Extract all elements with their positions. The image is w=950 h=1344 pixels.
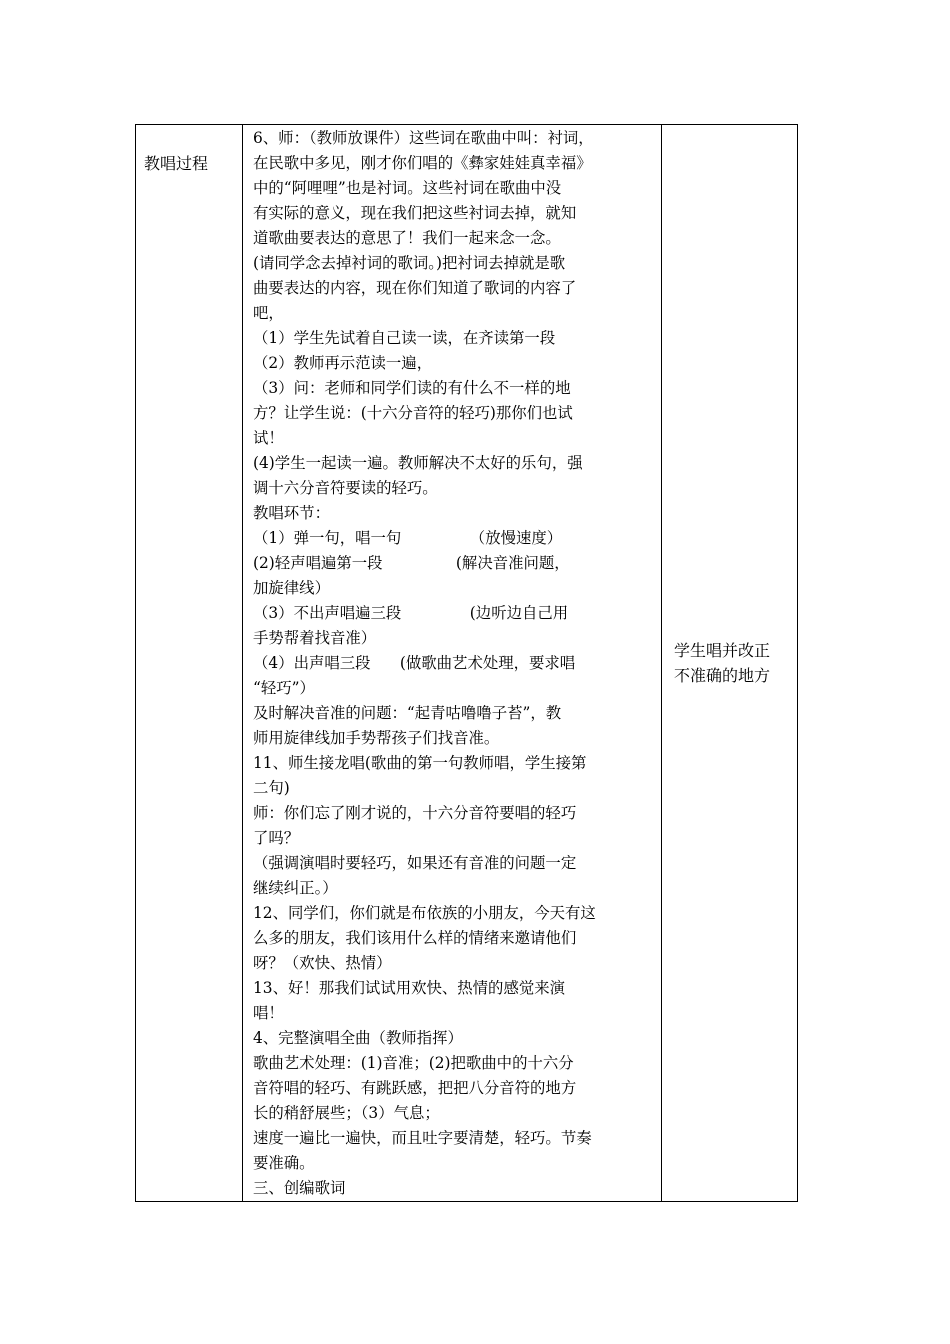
student-activity [662,638,797,689]
content-line: （2）教师再示范读一遍， [253,354,433,372]
content-line: 了吗？ [253,829,300,847]
content-line: 音符唱的轻巧、有跳跃感，把把八分音符的地方 [253,1079,577,1097]
student-activity-cell [662,125,798,1202]
content-line: 继续纠正。） [253,879,338,897]
content-line: 6、师：（教师放课件）这些词在歌曲中叫：衬词， [253,129,594,147]
table-row [136,125,798,1202]
content-line: （1）学生先试着自己读一读，在齐读第一段 [253,329,556,347]
content-line: (2)轻声唱遍第一段 (解决音准问题， [253,554,570,572]
content-line: 长的稍舒展些；（3）气息； [253,1104,440,1122]
content-line: （1）弹一句，唱一句 （放慢速度） [253,529,563,547]
content-line: (4)学生一起读一遍。教师解决不太好的乐句，强 [253,454,583,472]
content-line: 二句) [253,779,290,797]
stage-cell [136,125,243,1202]
teaching-content [243,125,661,1201]
content-line: 道歌曲要表达的意思了！我们一起来念一念。 [253,229,561,247]
content-line: 手势帮着找音准） [253,629,377,647]
content-line: 要准确。 [253,1154,315,1172]
content-line: 吧， [253,304,284,322]
content-line: （3）问：老师和同学们读的有什么不一样的地 [253,379,571,397]
content-line: 师用旋律线加手势帮孩子们找音准。 [253,729,500,747]
content-line: 三、创编歌词 [253,1179,346,1197]
content-line: 么多的朋友，我们该用什么样的情绪来邀请他们 [253,929,577,947]
content-line: 方？让学生说：(十六分音符的轻巧)那你们也试 [253,404,573,422]
content-line: 呀？（欢快、热情） [253,954,392,972]
content-cell [243,125,662,1202]
content-line: 调十六分音符要读的轻巧。 [253,479,438,497]
content-line: 4、完整演唱全曲（教师指挥） [253,1029,463,1047]
content-line: 唱！ [253,1004,284,1022]
student-activity-line: 不准确的地方 [674,666,771,685]
content-line: 及时解决音准的问题：“起青咕噜噜子苔”，教 [253,704,562,722]
content-line: （3）不出声唱遍三段 (边听边自己用 [253,604,569,622]
content-line: 师：你们忘了刚才说的，十六分音符要唱的轻巧 [253,804,577,822]
content-line: 加旋律线） [253,579,330,597]
content-line: “轻巧”） [253,679,315,697]
content-line: (请同学念去掉衬词的歌词。)把衬词去掉就是歌 [253,254,566,272]
content-line: 速度一遍比一遍快，而且吐字要清楚，轻巧。节奏 [253,1129,592,1147]
content-line: （强调演唱时要轻巧，如果还有音准的问题一定 [253,854,577,872]
content-line: 12、同学们，你们就是布依族的小朋友，今天有这 [253,904,596,922]
content-line: 有实际的意义，现在我们把这些衬词去掉，就知 [253,204,577,222]
lesson-plan-table [135,124,798,1202]
student-activity-line: 学生唱并改正 [674,640,771,660]
content-line: 在民歌中多见，刚才你们唱的《彝家娃娃真幸福》 [253,154,592,172]
content-line: 试！ [253,429,284,447]
content-line: 13、好！那我们试试用欢快、热情的感觉来演 [253,979,566,997]
content-line: 歌曲艺术处理：(1)音准；(2)把歌曲中的十六分 [253,1054,574,1072]
content-line: 教唱环节： [253,504,330,522]
content-line: 曲要表达的内容，现在你们知道了歌词的内容了 [253,279,577,297]
stage-label: 教唱过程 [144,154,209,173]
content-line: （4）出声唱三段 (做歌曲艺术处理，要求唱 [253,654,576,672]
content-line: 中的“阿哩哩”也是衬词。这些衬词在歌曲中没 [253,179,562,197]
content-line: 11、师生接龙唱(歌曲的第一句教师唱，学生接第 [253,754,587,772]
